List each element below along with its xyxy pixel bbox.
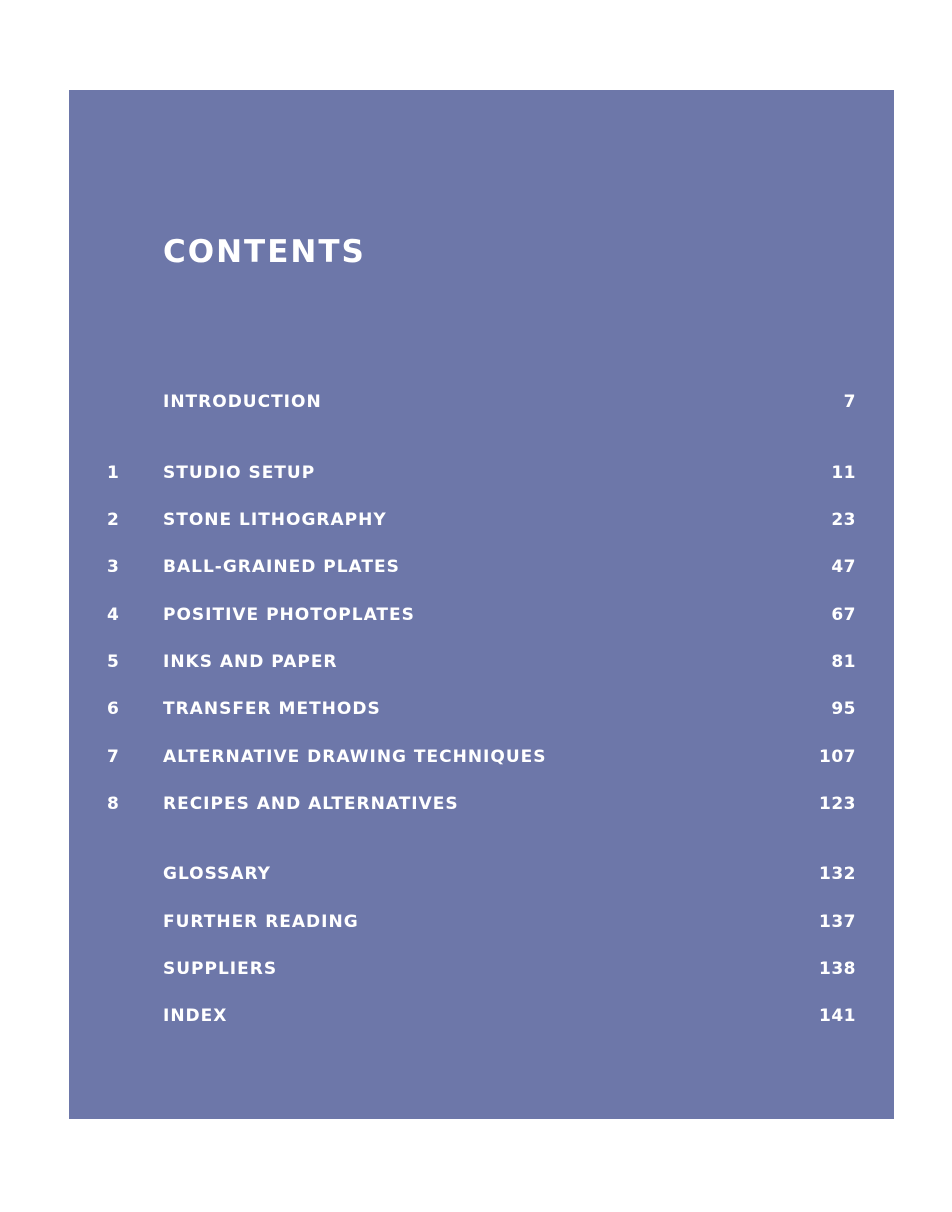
- toc-entry-label: SUPPLIERS: [163, 959, 278, 979]
- toc-page-number: 141: [819, 1006, 856, 1026]
- toc-entry-label: FURTHER READING: [163, 912, 359, 932]
- toc-entry-label: INKS AND PAPER: [163, 652, 338, 672]
- toc-page-number: 47: [831, 557, 856, 577]
- toc-entry-recipes-and-alternatives[interactable]: [0, 791, 952, 817]
- toc-entry-positive-photoplates[interactable]: [0, 602, 952, 628]
- toc-chapter-number: 3: [107, 557, 120, 577]
- toc-entry-index[interactable]: [0, 1003, 952, 1029]
- toc-page-number: 81: [831, 652, 856, 672]
- toc-page-number: 67: [831, 605, 856, 625]
- toc-entry-label: STONE LITHOGRAPHY: [163, 510, 387, 530]
- toc-entry-label: GLOSSARY: [163, 864, 271, 884]
- toc-entry-further-reading[interactable]: [0, 909, 952, 935]
- toc-page-number: 23: [831, 510, 856, 530]
- toc-chapter-number: 5: [107, 652, 120, 672]
- toc-page-number: 95: [831, 699, 856, 719]
- toc-entry-label: RECIPES AND ALTERNATIVES: [163, 794, 459, 814]
- toc-chapter-number: 4: [107, 605, 120, 625]
- toc-entry-label: TRANSFER METHODS: [163, 699, 381, 719]
- toc-chapter-number: 1: [107, 463, 120, 483]
- toc-entry-inks-and-paper[interactable]: [0, 649, 952, 675]
- toc-page-number: 138: [819, 959, 856, 979]
- toc-page-number: 123: [819, 794, 856, 814]
- toc-entry-label: BALL-GRAINED PLATES: [163, 557, 400, 577]
- toc-entry-label: POSITIVE PHOTOPLATES: [163, 605, 415, 625]
- toc-chapter-number: 6: [107, 699, 120, 719]
- toc-entry-label: ALTERNATIVE DRAWING TECHNIQUES: [163, 747, 547, 767]
- toc-entry-label: INDEX: [163, 1006, 228, 1026]
- toc-chapter-number: 7: [107, 747, 120, 767]
- toc-page-number: 132: [819, 864, 856, 884]
- toc-page-number: 107: [819, 747, 856, 767]
- toc-entry-label: INTRODUCTION: [163, 392, 322, 412]
- page-title: CONTENTS: [163, 234, 366, 270]
- toc-chapter-number: 2: [107, 510, 120, 530]
- toc-entry-introduction[interactable]: [0, 389, 952, 415]
- toc-chapter-number: 8: [107, 794, 120, 814]
- toc-entry-label: STUDIO SETUP: [163, 463, 316, 483]
- toc-entry-ball-grained-plates[interactable]: [0, 554, 952, 580]
- toc-entry-alternative-drawing-techniques[interactable]: [0, 744, 952, 770]
- toc-entry-transfer-methods[interactable]: [0, 696, 952, 722]
- toc-page-number: 7: [843, 392, 856, 412]
- toc-page-number: 11: [831, 463, 856, 483]
- toc-page-number: 137: [819, 912, 856, 932]
- toc-entry-studio-setup[interactable]: [0, 460, 952, 486]
- toc-entry-suppliers[interactable]: [0, 956, 952, 982]
- toc-entry-stone-lithography[interactable]: [0, 507, 952, 533]
- toc-entry-glossary[interactable]: [0, 861, 952, 887]
